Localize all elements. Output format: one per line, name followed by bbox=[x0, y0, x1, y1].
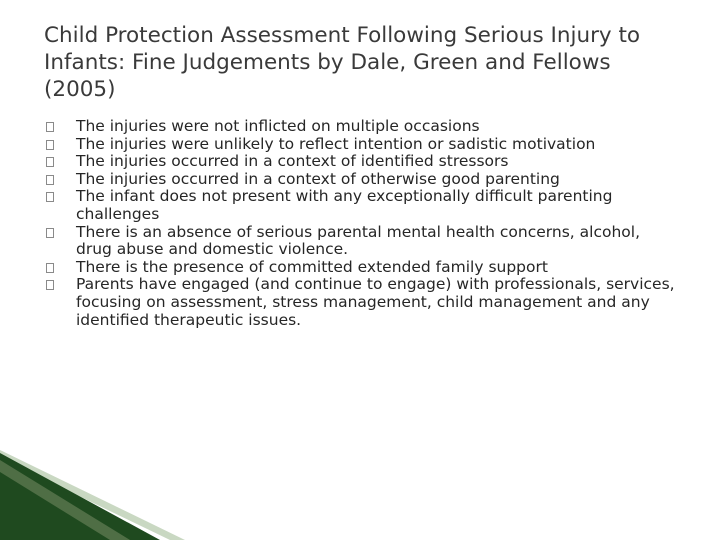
bullet-text: The infant does not present with any exceptionally difficult parenting challenges bbox=[76, 187, 613, 223]
bullet-item bbox=[46, 224, 676, 259]
bullet-text: The injuries were unlikely to reflect intention or sadistic motivation bbox=[76, 134, 596, 153]
bullet-text: The injuries were not inflicted on multiple occasions bbox=[76, 117, 480, 135]
bullet-item bbox=[46, 153, 676, 171]
bullet-item bbox=[46, 259, 676, 277]
bullet-text: There is an absence of serious parental mental health concerns, alcohol, drug abuse and domestic violence. bbox=[76, 222, 640, 259]
bullet-text: Parents have engaged (and continue to engage) with professionals, services, focusing on assessment, stress management, child management and any identified therapeutic issues. bbox=[76, 275, 675, 329]
bullet-marker-icon bbox=[46, 157, 54, 167]
bullet-text: The injuries occurred in a context of identified stressors bbox=[76, 152, 509, 171]
bullet-marker-icon bbox=[46, 140, 54, 150]
corner-swoosh-decoration bbox=[0, 450, 720, 540]
bullet-list bbox=[46, 118, 676, 329]
bullet-marker-icon bbox=[46, 228, 54, 238]
bullet-marker-icon bbox=[46, 192, 54, 202]
bullet-marker-icon bbox=[46, 263, 54, 273]
bullet-item bbox=[46, 118, 676, 136]
bullet-item bbox=[46, 171, 676, 189]
bullet-marker-icon bbox=[46, 175, 54, 185]
bullet-item bbox=[46, 136, 676, 154]
bullet-item bbox=[46, 188, 676, 223]
bullet-text: The injuries occurred in a context of otherwise good parenting bbox=[76, 169, 560, 188]
bullet-text: There is the presence of committed extended family support bbox=[76, 257, 548, 276]
bullet-marker-icon bbox=[46, 122, 54, 132]
bullet-marker-icon bbox=[46, 280, 54, 290]
slide-title: Child Protection Assessment Following Serious Injury to Infants: Fine Judgements by Dale, Green and Fellows (2005) bbox=[44, 23, 641, 102]
bullet-item bbox=[46, 276, 676, 329]
